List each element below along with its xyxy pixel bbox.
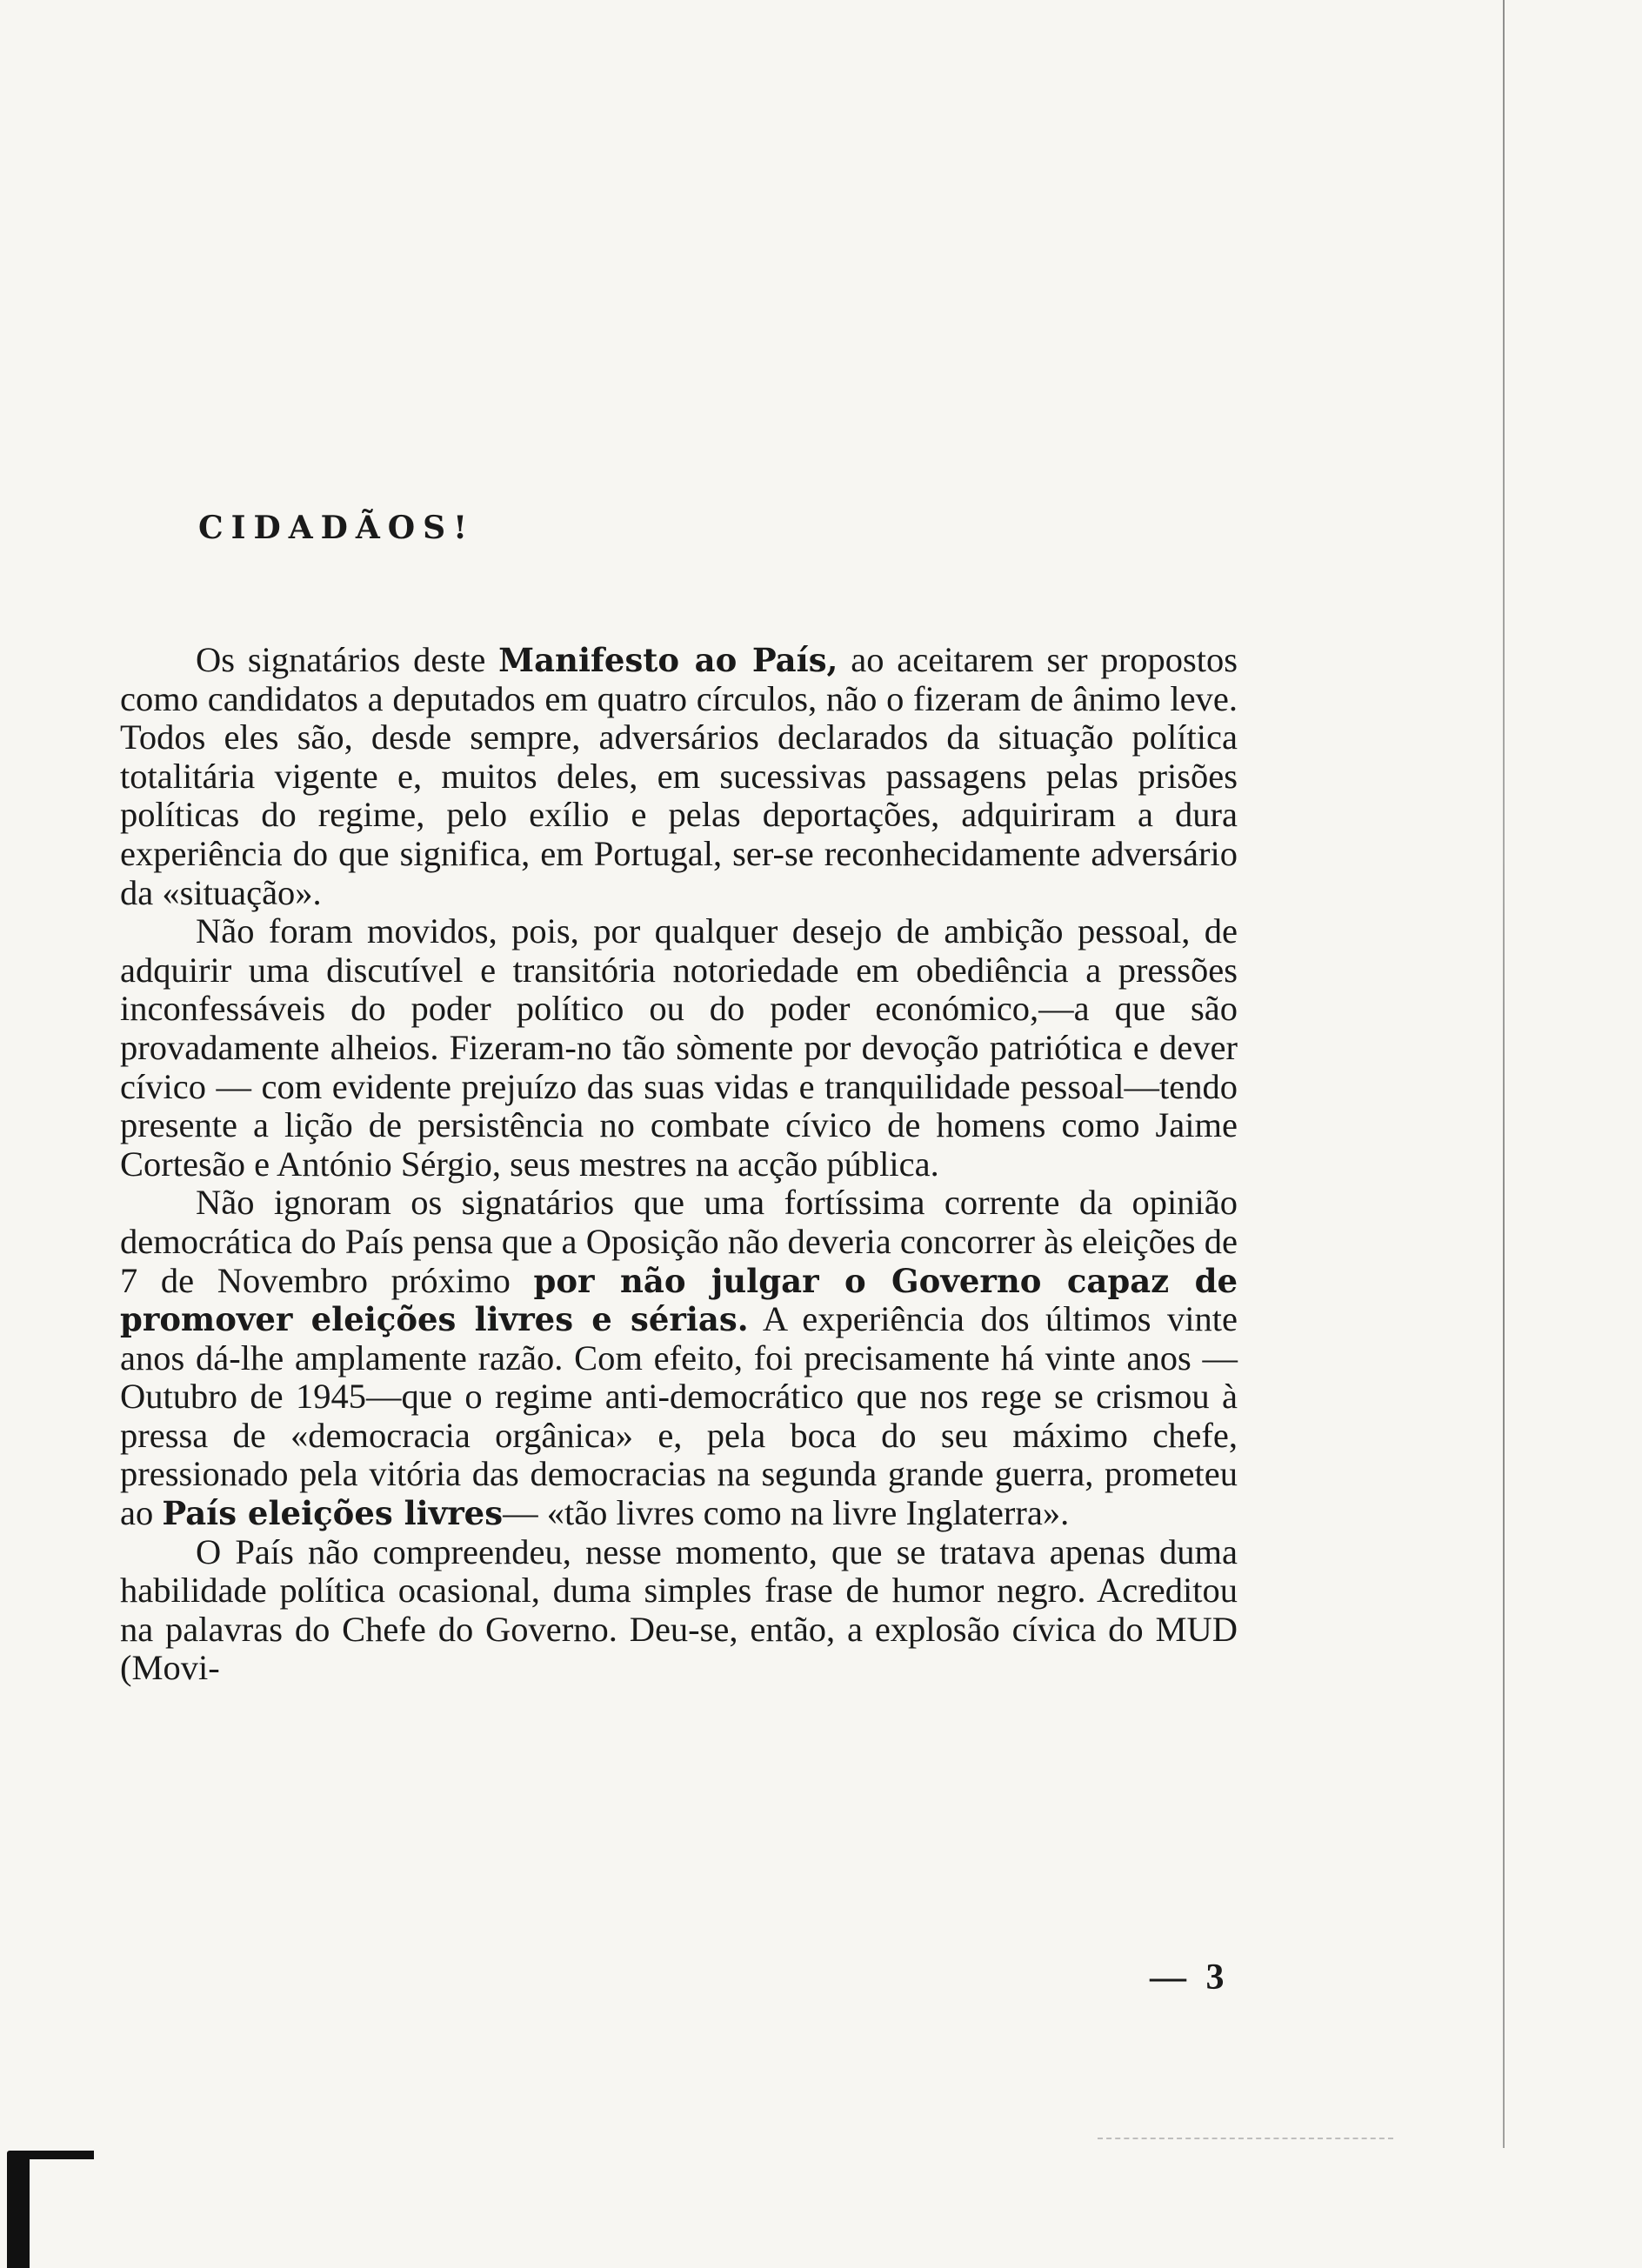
bold-segment: por não julgar o Governo capaz de promover eleições livres e sérias. [120, 1261, 1238, 1339]
bold-segment: País eleições livres [162, 1494, 504, 1533]
heading: CIDADÃOS! [198, 510, 475, 546]
text-segment: Não ignoram os signatários que uma fortíssima corrente da opinião democrática do País pensa que a Oposição não deveria concorrer às eleições de 7 de Novembro próximo [120, 1183, 1238, 1300]
paragraph-2 [120, 912, 1238, 1184]
manifesto-body [120, 641, 1238, 1688]
text-segment: — «tão livres como na livre Inglaterra». [503, 1493, 1070, 1533]
text-segment: Não foram movidos, pois, por qualquer desejo de ambição pessoal, de adquirir uma discutível e transitória notoriedade em obediência a pressões inconfessáveis do poder político ou do poder económico,—a que são provadamente alheios. Fizeram-no tão sòmente por devoção patriótica e dever cívico — com evidente prejuízo das suas vidas e tranquilidade pessoal—tendo presente a lição de persistência no combate cívico de homens como Jaime Cortesão e António Sérgio, seus mestres na acção pública. [120, 911, 1238, 1184]
text-segment: O País não compreendeu, nesse momento, que se tratava apenas duma habilidade política ocasional, duma simples frase de humor negro. Acreditou na palavras do Chefe do Governo. Deu-se, então, a explosão cívica do MUD (Movi- [120, 1531, 1238, 1688]
text-segment: A experiência dos últimos vinte anos dá-lhe amplamente razão. Com efeito, foi precisamente há vinte anos — Outubro de 1945—que o regime anti-democrático que nos rege se crismou à pressa de «democracia orgânica» e, pela boca do seu máximo chefe, pressionado pela vitória das democracias na segunda grande guerra, prometeu ao [120, 1299, 1238, 1533]
page-number: — 3 [1150, 1958, 1230, 1998]
text-segment: ao aceitarem ser propostos como candidatos a deputados em quatro círculos, não o fizeram de ânimo leve. Todos eles são, desde sempre, adversários declarados da situação política totalitária vigente e, muitos deles, em sucessivas passagens pelas prisões políticas do regime, pelo exílio e pelas deportações, adquiriram a dura experiência do que significa, em Portugal, ser-se reconhecidamente adversário da «situação». [120, 640, 1238, 912]
bold-segment: Manifesto ao País, [498, 641, 838, 679]
paragraph-1 [120, 641, 1238, 912]
paragraph-3 [120, 1184, 1238, 1532]
corner-bracket-mark [0, 2144, 96, 2268]
text-segment: Os signatários deste [196, 640, 499, 679]
paragraph-4 [120, 1533, 1238, 1688]
bottom-dashed-rule [1098, 2138, 1393, 2140]
page-edge-line [1503, 0, 1505, 2148]
